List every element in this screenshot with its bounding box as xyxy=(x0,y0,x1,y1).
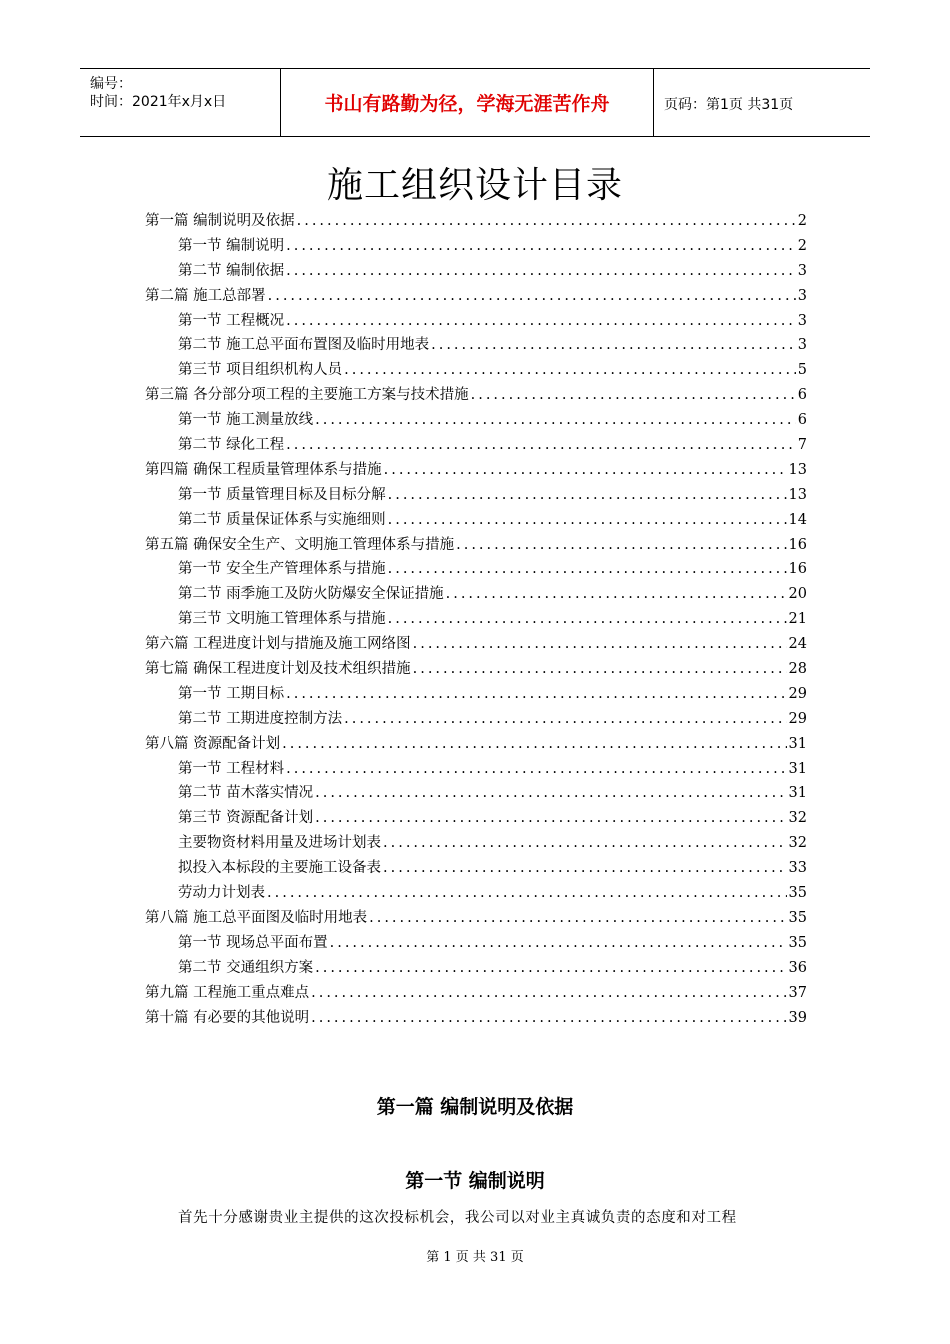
toc-dot-leader xyxy=(286,682,786,707)
toc-entry-label: 第八篇 资源配备计划 xyxy=(145,735,281,752)
toc-entry-page: 6 xyxy=(797,387,807,404)
toc-entry-label: 第一节 工期目标 xyxy=(178,685,285,702)
toc-entry-page: 7 xyxy=(797,437,807,454)
toc-entry-label: 第一篇 编制说明及依据 xyxy=(145,213,295,229)
toc-entry-label: 第三节 项目组织机构人员 xyxy=(178,362,343,379)
section-heading: 第一篇 编制说明及依据 xyxy=(376,1096,574,1118)
toc-entry-page: 2 xyxy=(797,237,807,254)
toc-entry-page: 36 xyxy=(788,959,807,976)
toc-entry[interactable] xyxy=(145,707,807,732)
toc-entry-label: 第六篇 工程进度计划与措施及施工网络图 xyxy=(145,636,411,653)
toc-entry-page: 16 xyxy=(788,561,807,578)
toc-entry-label: 第一节 工程材料 xyxy=(178,760,285,777)
toc-entry-page: 32 xyxy=(788,810,807,827)
toc-entry-label: 第十篇 有必要的其他说明 xyxy=(145,1009,310,1026)
toc-entry-page: 35 xyxy=(788,934,807,951)
toc-entry[interactable] xyxy=(145,831,807,856)
toc-entry-page: 32 xyxy=(788,835,807,852)
toc-entry[interactable] xyxy=(145,508,807,533)
toc-dot-leader xyxy=(413,632,787,657)
header-page-info: 页码：第1页 共31页 xyxy=(664,97,794,113)
toc-entry-page: 3 xyxy=(797,287,807,304)
toc-dot-leader xyxy=(286,309,796,334)
toc-dot-leader xyxy=(315,408,796,433)
toc-entry-page: 21 xyxy=(788,611,807,628)
toc-dot-leader xyxy=(286,234,796,259)
toc-dot-leader xyxy=(311,981,786,1006)
toc-entry-page: 20 xyxy=(788,586,807,603)
toc-entry-label: 第一节 质量管理目标及目标分解 xyxy=(178,486,386,503)
document-title: 施工组织设计目录 xyxy=(326,165,623,206)
toc-entry-page: 29 xyxy=(788,685,807,702)
page-header xyxy=(80,68,870,137)
toc-entry[interactable] xyxy=(145,682,807,707)
toc-entry-label: 第一节 编制说明 xyxy=(178,237,285,254)
toc-entry-label: 第四篇 确保工程质量管理体系与措施 xyxy=(145,461,382,478)
toc-entry-label: 第三节 文明施工管理体系与措施 xyxy=(178,611,386,628)
toc-entry[interactable] xyxy=(145,284,807,309)
toc-entry[interactable] xyxy=(145,458,807,483)
table-of-contents xyxy=(145,209,807,1030)
toc-entry[interactable] xyxy=(145,358,807,383)
subsection-heading: 第一节 编制说明 xyxy=(405,1170,545,1192)
toc-entry[interactable] xyxy=(145,806,807,831)
toc-entry-page: 5 xyxy=(797,362,807,379)
toc-entry-label: 第二篇 施工总部署 xyxy=(145,287,266,304)
toc-entry-page: 31 xyxy=(788,785,807,802)
header-meta-cell xyxy=(80,69,280,136)
toc-entry[interactable] xyxy=(145,234,807,259)
toc-entry-page: 3 xyxy=(797,337,807,354)
toc-entry-label: 劳动力计划表 xyxy=(178,885,265,902)
toc-dot-leader xyxy=(311,1006,786,1031)
toc-entry[interactable] xyxy=(145,433,807,458)
toc-entry[interactable] xyxy=(145,981,807,1006)
toc-dot-leader xyxy=(268,284,796,309)
toc-entry[interactable] xyxy=(145,333,807,358)
toc-entry-label: 第二节 绿化工程 xyxy=(178,437,285,454)
toc-entry-label: 第二节 质量保证体系与实施细则 xyxy=(178,511,386,528)
toc-entry-page: 13 xyxy=(788,486,807,503)
toc-dot-leader xyxy=(315,781,786,806)
toc-dot-leader xyxy=(388,607,787,632)
toc-dot-leader xyxy=(282,732,786,757)
toc-entry[interactable] xyxy=(145,483,807,508)
toc-entry-page: 29 xyxy=(788,710,807,727)
toc-dot-leader xyxy=(388,483,787,508)
toc-entry-label: 第二节 编制依据 xyxy=(178,262,285,279)
toc-entry-page: 39 xyxy=(788,1009,807,1026)
toc-entry-label: 第二节 交通组织方案 xyxy=(178,959,314,976)
toc-dot-leader xyxy=(315,956,786,981)
toc-entry-page: 35 xyxy=(788,885,807,902)
toc-entry[interactable] xyxy=(145,956,807,981)
toc-entry[interactable] xyxy=(145,607,807,632)
toc-dot-leader xyxy=(388,508,787,533)
body-paragraph: 首先十分感谢贵业主提供的这次投标机会，我公司以对业主真诚负责的态度和对工程 xyxy=(178,1210,737,1226)
toc-entry[interactable] xyxy=(145,533,807,558)
toc-entry[interactable] xyxy=(145,856,807,881)
toc-entry[interactable] xyxy=(145,657,807,682)
toc-entry-label: 第一节 安全生产管理体系与措施 xyxy=(178,561,386,578)
toc-entry-page: 28 xyxy=(788,661,807,678)
toc-entry-page: 13 xyxy=(788,461,807,478)
toc-entry[interactable] xyxy=(145,408,807,433)
toc-entry[interactable] xyxy=(145,209,807,234)
toc-entry-label: 第三节 资源配备计划 xyxy=(178,810,314,827)
toc-dot-leader xyxy=(267,881,787,906)
toc-entry-page: 24 xyxy=(788,636,807,653)
toc-entry[interactable] xyxy=(145,259,807,284)
toc-entry-page: 6 xyxy=(797,412,807,429)
toc-entry-page: 2 xyxy=(797,213,807,229)
toc-entry-page: 16 xyxy=(788,536,807,553)
toc-dot-leader xyxy=(383,856,787,881)
toc-dot-leader xyxy=(413,657,787,682)
toc-dot-leader xyxy=(344,707,786,732)
toc-entry-label: 拟投入本标段的主要施工设备表 xyxy=(178,860,381,877)
toc-entry-page: 3 xyxy=(797,312,807,329)
toc-dot-leader xyxy=(315,806,786,831)
toc-entry-page: 33 xyxy=(788,860,807,877)
toc-entry[interactable] xyxy=(145,757,807,782)
toc-dot-leader xyxy=(286,757,786,782)
toc-entry[interactable] xyxy=(145,881,807,906)
toc-entry[interactable] xyxy=(145,557,807,582)
toc-entry-page: 3 xyxy=(797,262,807,279)
toc-entry-label: 第一节 工程概况 xyxy=(178,312,285,329)
toc-dot-leader xyxy=(471,383,796,408)
toc-entry-page: 31 xyxy=(788,735,807,752)
toc-entry-page: 37 xyxy=(788,984,807,1001)
toc-entry-label: 第五篇 确保安全生产、文明施工管理体系与措施 xyxy=(145,536,455,553)
toc-dot-leader xyxy=(384,458,787,483)
toc-entry-label: 第二节 苗木落实情况 xyxy=(178,785,314,802)
toc-entry-label: 第二节 施工总平面布置图及临时用地表 xyxy=(178,337,430,354)
toc-dot-leader xyxy=(369,906,786,931)
toc-entry-label: 第二节 雨季施工及防火防爆安全保证措施 xyxy=(178,586,444,603)
toc-entry[interactable] xyxy=(145,309,807,334)
toc-entry[interactable] xyxy=(145,781,807,806)
toc-dot-leader xyxy=(431,333,796,358)
toc-dot-leader xyxy=(330,931,787,956)
toc-entry-label: 第一节 施工测量放线 xyxy=(178,412,314,429)
toc-entry[interactable] xyxy=(145,732,807,757)
toc-entry-label: 第九篇 工程施工重点难点 xyxy=(145,984,310,1001)
toc-entry-label: 第一节 现场总平面布置 xyxy=(178,934,328,951)
toc-entry[interactable] xyxy=(145,931,807,956)
toc-dot-leader xyxy=(456,533,786,558)
toc-entry-page: 35 xyxy=(788,909,807,926)
toc-entry-label: 第三篇 各分部分项工程的主要施工方案与技术措施 xyxy=(145,387,469,404)
document-time-label: 时间：2021年x月x日 xyxy=(90,94,227,110)
toc-entry-page: 31 xyxy=(788,760,807,777)
toc-dot-leader xyxy=(286,259,796,284)
toc-entry-label: 第七篇 确保工程进度计划及技术组织措施 xyxy=(145,661,411,678)
toc-entry[interactable] xyxy=(145,632,807,657)
toc-entry[interactable] xyxy=(145,582,807,607)
toc-dot-leader xyxy=(344,358,796,383)
toc-entry-label: 第八篇 施工总平面图及临时用地表 xyxy=(145,909,368,926)
page-footer: 第 1 页 共 31 页 xyxy=(426,1250,524,1265)
toc-dot-leader xyxy=(286,433,796,458)
toc-dot-leader xyxy=(383,831,787,856)
toc-entry[interactable] xyxy=(145,906,807,931)
toc-dot-leader xyxy=(388,557,787,582)
toc-entry-label: 主要物资材料用量及进场计划表 xyxy=(178,835,381,852)
toc-entry-page: 14 xyxy=(788,511,807,528)
toc-dot-leader xyxy=(446,582,787,607)
toc-dot-leader xyxy=(297,209,796,234)
toc-entry[interactable] xyxy=(145,1006,807,1031)
toc-entry[interactable] xyxy=(145,383,807,408)
header-motto: 书山有路勤为径，学海无涯苦作舟 xyxy=(280,69,654,136)
toc-entry-label: 第二节 工期进度控制方法 xyxy=(178,710,343,727)
document-number-label: 编号： xyxy=(90,76,132,92)
